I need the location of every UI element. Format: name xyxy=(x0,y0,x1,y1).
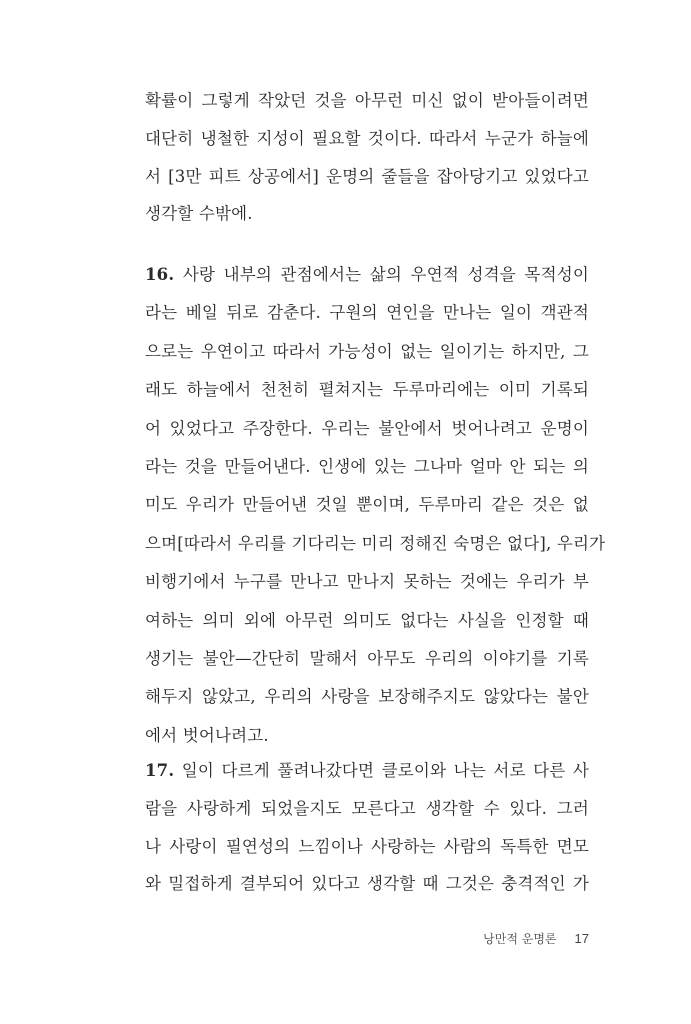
text-line-content: 일이 다르게 풀려나갔다면 클로이와 나는 서로 다른 사 xyxy=(174,761,589,780)
running-title: 낭만적 운명론 xyxy=(483,932,557,946)
text-line: 미도 우리가 만들어낸 것일 뿐이며, 두루마리 같은 것은 없 xyxy=(145,495,589,515)
text-line: 서 [3만 피트 상공에서] 운명의 줄들을 잡아당기고 있었다고 xyxy=(145,166,589,186)
page-number: 17 xyxy=(574,931,589,946)
text-line: 래도 하늘에서 천천히 펼쳐지는 두루마리에는 이미 기록되 xyxy=(145,380,589,400)
text-line: 으며[따라서 우리를 기다리는 미리 정해진 숙명은 없다], 우리가 xyxy=(145,533,606,553)
text-line: 여하는 의미 외에 아무런 의미도 없다는 사실을 인정할 때 xyxy=(145,610,589,630)
text-line xyxy=(145,256,589,294)
text-line: 에서 벗어나려고. xyxy=(145,725,269,745)
paragraph-number: 16. xyxy=(145,265,175,284)
paragraph-continued xyxy=(145,82,589,233)
paragraph-16 xyxy=(145,256,606,755)
page-footer xyxy=(483,930,589,947)
text-line: 람을 사랑하게 되었을지도 모른다고 생각할 수 있다. 그러 xyxy=(145,798,589,818)
text-line: 생각할 수밖에. xyxy=(145,204,253,224)
text-line: 어 있었다고 주장한다. 우리는 불안에서 벗어나려고 운명이 xyxy=(145,418,589,438)
text-line: 대단히 냉철한 지성이 필요할 것이다. 따라서 누군가 하늘에 xyxy=(145,128,589,148)
text-line: 으로는 우연이고 따라서 가능성이 없는 일이기는 하지만, 그 xyxy=(145,341,589,361)
text-line: 비행기에서 누구를 만나고 만나지 못하는 것에는 우리가 부 xyxy=(145,572,589,592)
text-line: 라는 것을 만들어낸다. 인생에 있는 그나마 얼마 안 되는 의 xyxy=(145,456,589,476)
text-line: 생기는 불안—간단히 말해서 아무도 우리의 이야기를 기록 xyxy=(145,648,589,668)
text-line-content: 사랑 내부의 관점에서는 삶의 우연적 성격을 목적성이 xyxy=(174,265,589,284)
text-line: 나 사랑이 필연성의 느낌이나 사랑하는 사람의 독특한 면모 xyxy=(145,836,589,856)
text-line: 확률이 그렇게 작았던 것을 아무런 미신 없이 받아들이려면 xyxy=(145,91,589,110)
paragraph-number: 17. xyxy=(145,761,175,780)
text-line: 와 밀접하게 결부되어 있다고 생각할 때 그것은 충격적인 가 xyxy=(145,874,589,894)
text-line: 라는 베일 뒤로 감춘다. 구원의 연인을 만나는 일이 객관적 xyxy=(145,303,589,323)
paragraph-17 xyxy=(145,752,589,903)
text-line xyxy=(145,752,589,790)
text-line: 해두지 않았고, 우리의 사랑을 보장해주지도 않았다는 불안 xyxy=(145,687,589,707)
